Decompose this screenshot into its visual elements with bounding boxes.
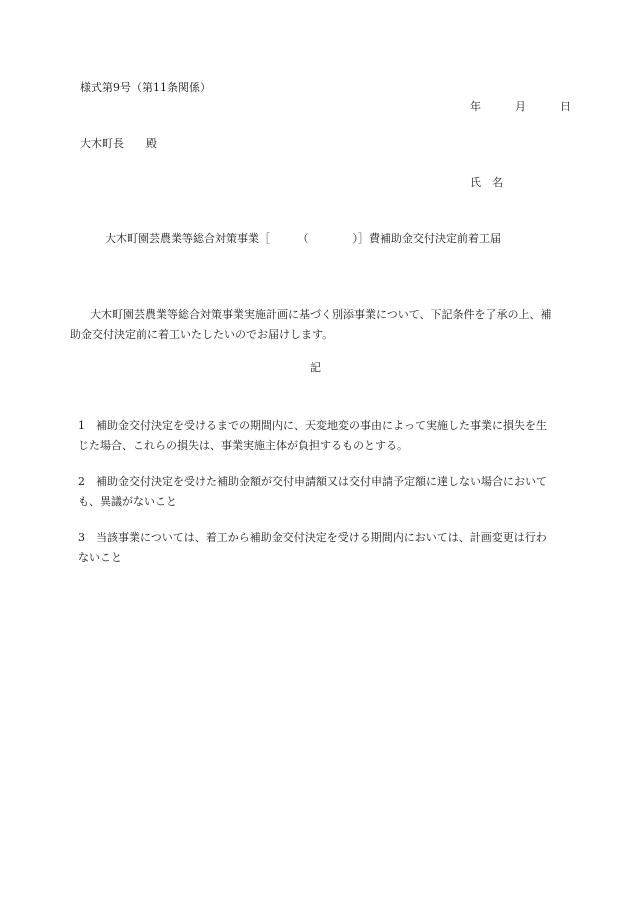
date-day: 日 xyxy=(560,100,571,113)
ki-label: 記 xyxy=(310,361,321,374)
condition-text: 補助金交付決定を受けた補助金額が交付申請額又は交付申請予定額に達しない場合においても、異議がないこと xyxy=(78,475,547,508)
applicant-name-label: 氏 名 xyxy=(470,176,503,189)
addressee: 大木町長 殿 xyxy=(80,137,157,150)
document-title: 大木町園芸農業等総合対策事業［ （ ）］費補助金交付決定前着工届 xyxy=(105,232,501,245)
date-year: 年 xyxy=(470,100,481,113)
condition-item xyxy=(78,416,554,456)
condition-item xyxy=(78,472,554,512)
condition-text: 補助金交付決定を受けるまでの期間内に、天変地変の事由によって実施した事業に損失を生じた場合、これらの損失は、事業実施主体が負担するものとする。 xyxy=(78,419,547,452)
date-month: 月 xyxy=(515,100,526,113)
condition-text: 当該事業については、着工から補助金交付決定を受ける期間内においては、計画変更は行わないこと xyxy=(78,531,547,564)
condition-number: 1 xyxy=(78,419,85,432)
condition-item xyxy=(78,528,554,568)
condition-number: 2 xyxy=(78,475,85,488)
form-number: 様式第9号（第11条関係） xyxy=(80,81,211,94)
condition-number: 3 xyxy=(78,531,85,544)
body-paragraph: 大木町園芸農業等総合対策事業実施計画に基づく別添事業について、下記条件を了承の上、補助金交付決定前に着工いたしたいのでお届けします。 xyxy=(70,308,552,341)
date-line xyxy=(470,101,571,112)
